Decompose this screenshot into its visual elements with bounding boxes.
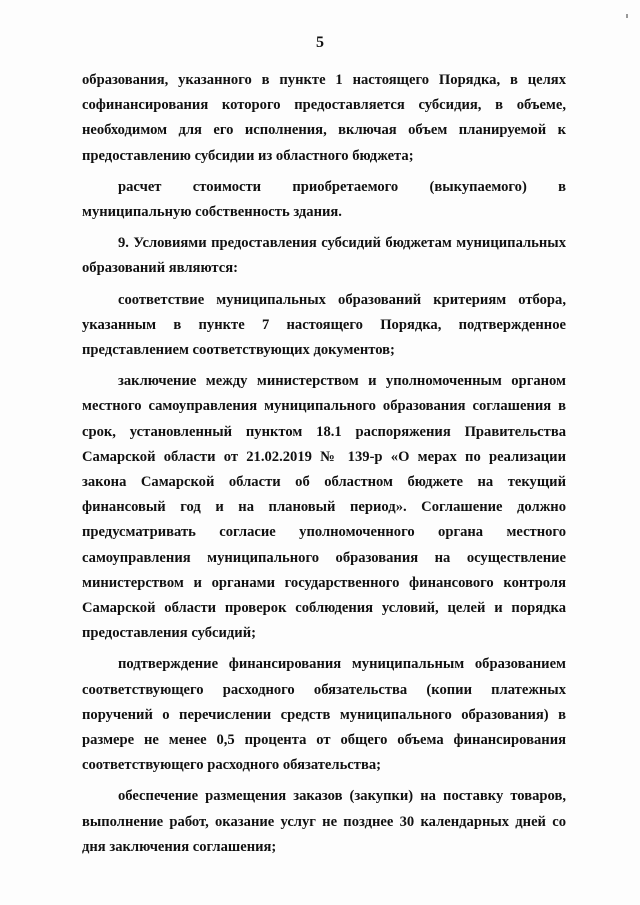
paragraph-agreement: заключение между министерством и уполномоченным органом местного самоуправления муниципального образования соглашения в срок, установленный пунктом 18.1 распоряжения Правительства Самарской области от 21.02.2019 № 139-р «О мерах по реализации закона Самарской области об областном бюджете на текущий финансовый год и на плановый период». Соглашение должно предусматривать согласие уполномоченного органа местного самоуправления муниципального образования на осуществление министерством и органами государственного финансового контроля Самарской области проверок соблюдения условий, целей и порядка предоставления субсидий; <box>82 373 566 642</box>
paragraph-financing-confirmation: подтверждение финансирования муниципальным образованием соответствующего расходного обязательства (копии платежных поручений о перечислении средств муниципального образования) в размере не менее 0,5 процента от общего объема финансирования соответствующего расходного обязательства; <box>82 656 566 774</box>
paragraph-continuation: образования, указанного в пункте 1 настоящего Порядка, в целях софинансирования которого предоставляется субсидия, в объеме, необходимом для его исполнения, включая объем планируемой к предоставлению субсидии из областного бюджета; <box>82 72 566 164</box>
page-number: 5 <box>316 34 324 51</box>
paragraph-conditions-heading: 9. Условиями предоставления субсидий бюджетам муниципальных образований являются: <box>82 235 566 277</box>
paragraph-building-cost: расчет стоимости приобретаемого (выкупаемого) в муниципальную собственность здания. <box>82 178 566 221</box>
document-body <box>82 68 566 866</box>
paragraph-criteria-compliance: соответствие муниципальных образований критериям отбора, указанным в пункте 7 настоящего Порядка, подтвержденное представлением соответствующих документов; <box>82 291 566 359</box>
paragraph-procurement: обеспечение размещения заказов (закупки) на поставку товаров, выполнение работ, оказание услуг не позднее 30 календарных дней со дня заключения соглашения; <box>82 788 566 855</box>
scan-mark <box>626 14 628 18</box>
